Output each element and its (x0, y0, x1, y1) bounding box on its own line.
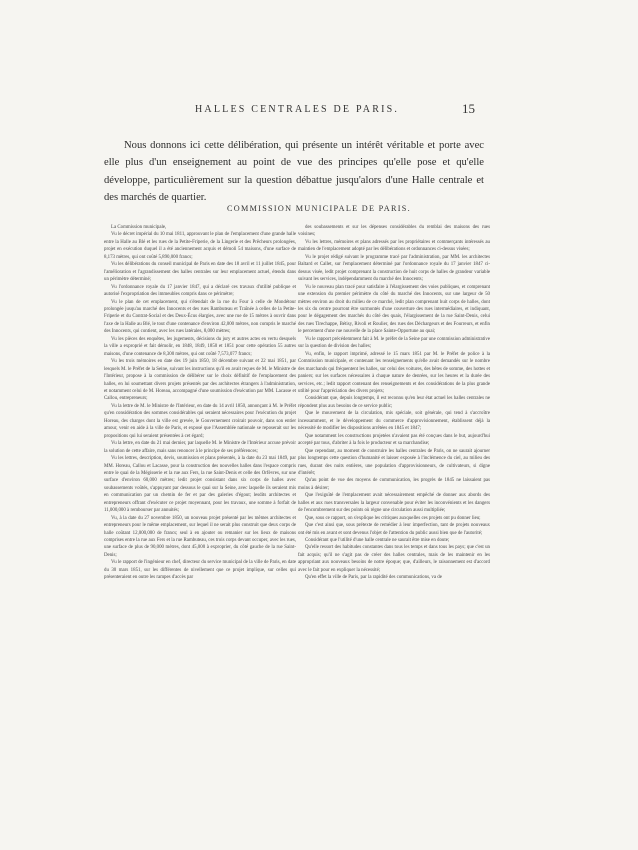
right-paragraph: Que l'exiguïté de l'emplacement avait nécessairement empêché de donner aux abords des halles et aux rues transversales la largeur convenable pour éviter les inconvénients et les dangers de l'encombrement sur des points où règne une circulation aussi multipliée; (298, 493, 490, 514)
right-paragraph: des soubassements et sur les dépenses considérables du remblai des maisons des rues voisines; (298, 225, 490, 238)
left-paragraph: Vu les pièces des enquêtes, les jugements, décisions du jury et autres actes en vertu desquels la ville a exproprié et fait démolir, en 1848, 1849, 1850 et 1851 pour cette opération 55 autres maisons, d'une contenance de 8,300 mètres, qui ont coûté 7,573,077 francs; (104, 336, 296, 357)
left-paragraph: Vu les lettres, description, devis, soumission et plans présentés, à la date du 23 mai 1849, par MM. Horeau, Callou et Lacasse, pour la construction des nouvelles halles dans l'espace compris entre le quai de la Mégisserie et la rue aux Fers, la rue Saint-Denis et celle des Orfèvres, sur une surface d'environ 60,000 mètres; ledit projet consistant dans six corps de halles avec soubassements voûtés, s'appuyant par dessous le quai sur la Seine, avec laquelle ils seraient mis en communication par un chemin de fer et par des galeries d'égout; lesdits architectes et entrepreneurs offrant d'exécuter ce projet moyennant, pour les travaux, une somme à forfait de 11,000,000 à rembourser par annuités; (104, 456, 296, 514)
right-paragraph: Vu les lettres, mémoires et plans adressés par les propriétaires et commerçants intéressés au maintien de l'emplacement adopté par les délibérations et ordonnances ci-dessus visées; (298, 239, 490, 253)
right-paragraph: Vu le rapport précédemment fait à M. le préfet de la Seine par une commission administrative sur la question de division des halles; (298, 336, 490, 350)
left-paragraph: Vu le plan de cet emplacement, qui s'étendait de la rue du Four à celle de Mondétour prolongée jusqu'au marché des Innocents et des rues Rambuteau et Traînée à celles de la Petite-Friperie et du Contrat-Social et des Deux-Écus élargies, avec une rue de 15 mètres à ouvrir dans l'axe de la Halle au Blé, le tout d'une contenance d'environ 42,000 mètres, non compris le marché des Innocents, qui contient, avec les rues latérales, 8,000 mètres; (104, 299, 296, 335)
right-paragraph: Qu'en effet la ville de Paris, par la rapidité des communications, va de (305, 575, 442, 581)
left-paragraph: Vu les délibérations du conseil municipal de Paris en date des 18 avril et 11 juillet 1845, pour l'amélioration et l'agrandissement des halles centrales sur leur emplacement actuel, étendu dans un périmètre déterminé; (104, 262, 296, 283)
left-paragraph: Vu la lettre de M. le Ministre de l'Intérieur, en date du 14 avril 1850, annonçant à M. le Préfet qu'en considération des sommes considérables qui seraient nécessaires pour l'exécution du projet Horeau, des charges dont la ville est grevée, le Gouvernement croirait pouvoir, dans son entier amour, venir en aide à la ville de Paris, et exposé que l'Assemblée nationale se reposerait sur les propositions qui lui seraient présentées à cet égard; (104, 403, 296, 439)
left-paragraph: Vu l'ordonnance royale du 17 janvier 1847, qui a déclaré ces travaux d'utilité publique et autorisé l'expropriation des immeubles compris dans ce périmètre; (104, 284, 296, 298)
left-paragraph: Vu la lettre, en date du 21 mai dernier, par laquelle M. le Ministre de l'Intérieur accuse prévoir la solution de cette affaire, mais sans renoncer à le principe de ses préférences; (104, 441, 296, 454)
right-paragraph: Qu'elle ressort des habitudes constantes dans tous les temps et dans tous les pays; que c'est un fait acquis; qu'il ne s'agit pas de créer des halles centrales, mais de les maintenir en les appropriant aux nouveaux besoins de notre époque; que, d'ailleurs, le raisonnement est d'accord avec le fait pour en expliquer la nécessité; (298, 545, 490, 573)
right-paragraph: Que le mouvement de la circulation, mis spéciale, soit générale, qui tend à s'accroître incessamment, et le développement du commerce d'approvisionnement, établissent déjà la nécessité de modifier les dispositions arrêtées en 1845 et 1847; (298, 411, 490, 432)
right-paragraph: Que, sous ce rapport, on s'explique les critiques auxquelles ces projets ont pu donner lieu; (305, 515, 481, 521)
left-column (104, 224, 296, 582)
right-paragraph: Que cependant, au moment de construire les halles centrales de Paris, on ne saurait ajourner plus longtemps cette question d'humanité et laisser exposée à l'inclémence du ciel, au milieu des rues, durant des nuits entières, une population d'approvisionneurs, de cultivateurs, si digne d'intérêt; (298, 448, 490, 476)
right-paragraph: Considérant que, depuis longtemps, il est reconnu qu'en leur état actuel les halles centrales ne répondent plus aux besoins de ce service public; (298, 396, 490, 409)
intro-paragraph: Nous donnons ici cette délibération, qui présente un intérêt véritable et porte avec elle plus d'un enseignement au point de vue des principes qu'elle pose et qu'elle développe, particulièrement sur la question débattue jusqu'alors d'une Halle centrale et des marchés de quartier. (104, 139, 484, 204)
running-title: HALLES CENTRALES DE PARIS. (195, 104, 400, 115)
left-paragraph: Vu le rapport de l'ingénieur en chef, directeur du service municipal de la ville de Paris, en date du 30 mars 1851, sur les différentes de nivellement que ce projet implique, sur celles qui présenteraient en outre les rampes d'accès par (104, 560, 296, 581)
right-paragraph: Vu le nouveau plan tracé pour satisfaire à l'élargissement des voies publiques, et comprenant une extension du premier périmètre du côté du marché des Innocents, sur une largeur de 50 mètres environ au droit du milieu de ce marché, ledit plan comprenant huit corps de halles, dont les six du centre pourront être surmontés d'une couverture des rues intermédiaires, et indiquant, pour le dégagement des marchés du côté des quais, l'élargissement de la rue Saint-Denis, celui des rues Tirechappe, Bétisy, Rivoli et Roulier, des rues des Déchargeurs et des Fourreurs, et enfin le percement d'une rue nouvelle de la place Sainte-Opportune au quai; (298, 284, 490, 335)
right-paragraph: Que c'est ainsi que, sous prétexte de remédier à leur imperfection, tant de projets nouveaux ont été mis en avant et sont devenus l'objet de l'attention du public aussi bien que de l'autorité; (298, 523, 490, 536)
left-paragraph: Vu le décret impérial du 10 mai 1811, approuvant le plan de l'emplacement d'une grande halle entre la Halle au Blé et les rues de la Petite-Friperie, de la Lingerie et des Prêcheurs prolongées, projet en exécution duquel il a été anciennement acquis et démoli 54 maisons, d'une surface de 8,173 mètres, qui ont coûté 5,890,000 francs; (104, 232, 296, 260)
right-paragraph: Vu le projet rédigé suivant le programme tracé par l'administration, par MM. les architectes Baltard et Callet, sur l'emplacement déterminé par l'ordonnance royale du 17 janvier 1847 ci-dessus visée, ledit projet comprenant la construction de huit corps de halles de grandeur variable suivant les services, indépendamment du marché des Innocents; (298, 254, 490, 283)
section-title: COMMISSION MUNICIPALE DE PARIS. (227, 204, 411, 213)
left-paragraph: Vu, à la date du 27 novembre 1850, un nouveau projet présenté par les mêmes architectes et entrepreneurs pour le même emplacement, sur lequel il ne serait plus construit que deux corps de halle coûtant 12,000,000 de francs; seul à en ajouter ou remanier sur les lieux de maisons comprises entre la rue aux Fers et la rue Rambuteau, ces trois corps devant occuper, avec les rues, une surface de plus de 90,000 mètres, dont 45,000 à exproprier, du côté gauche de la rue Saint-Denis; (104, 515, 296, 558)
page-number: 15 (462, 101, 475, 116)
right-column (298, 224, 490, 582)
left-paragraph: Vu les trois mémoires en date des 19 juin 1850, 18 décembre suivant et 22 mai 1851, par lesquels M. le Préfet de la Seine, suivant les instructions qu'il en avait reçues de M. le Ministre de l'Intérieur, propose à la commission de délibérer sur le choix définitif de l'emplacement des halles, en lui soumettant divers projets présentés par des architectes étrangers à l'administration, et notamment celui de M. Horeau, accompagné d'une soumission d'exécution par MM. Lacasse et Callou, entrepreneurs; (104, 359, 296, 402)
left-paragraph: La Commission municipale, (111, 225, 167, 230)
right-paragraph: Vu, enfin, le rapport imprimé, adressé le 15 mars 1851 par M. le Préfet de police à la Commission municipale, et contenant les renseignements qu'elle avait demandés sur le nombre des marchands qui fréquentent les halles, sur celui des voitures, des bêtes de somme, des hottes et paniers; sur les surfaces nécessaires à chaque nature de denrées, sur les heures et la durée des services, etc.; ledit rapport contenant des renseignements et des considérations de la plus grande utilité pour l'appréciation des divers projets; (298, 351, 490, 394)
right-paragraph: Que notamment les constructions projetées n'avaient pas été conçues dans le but, aujourd'hui accepté par tous, d'abriter à la fois le producteur et sa marchandise; (298, 433, 490, 447)
right-paragraph: Qu'au point de vue des moyens de communication, les progrès de 1845 ne laissaient pas moins à désirer; (298, 478, 490, 491)
right-paragraph: Considérant que l'utilité d'une halle centrale ne saurait être mise en doute; (305, 538, 450, 544)
page-header (0, 101, 638, 120)
